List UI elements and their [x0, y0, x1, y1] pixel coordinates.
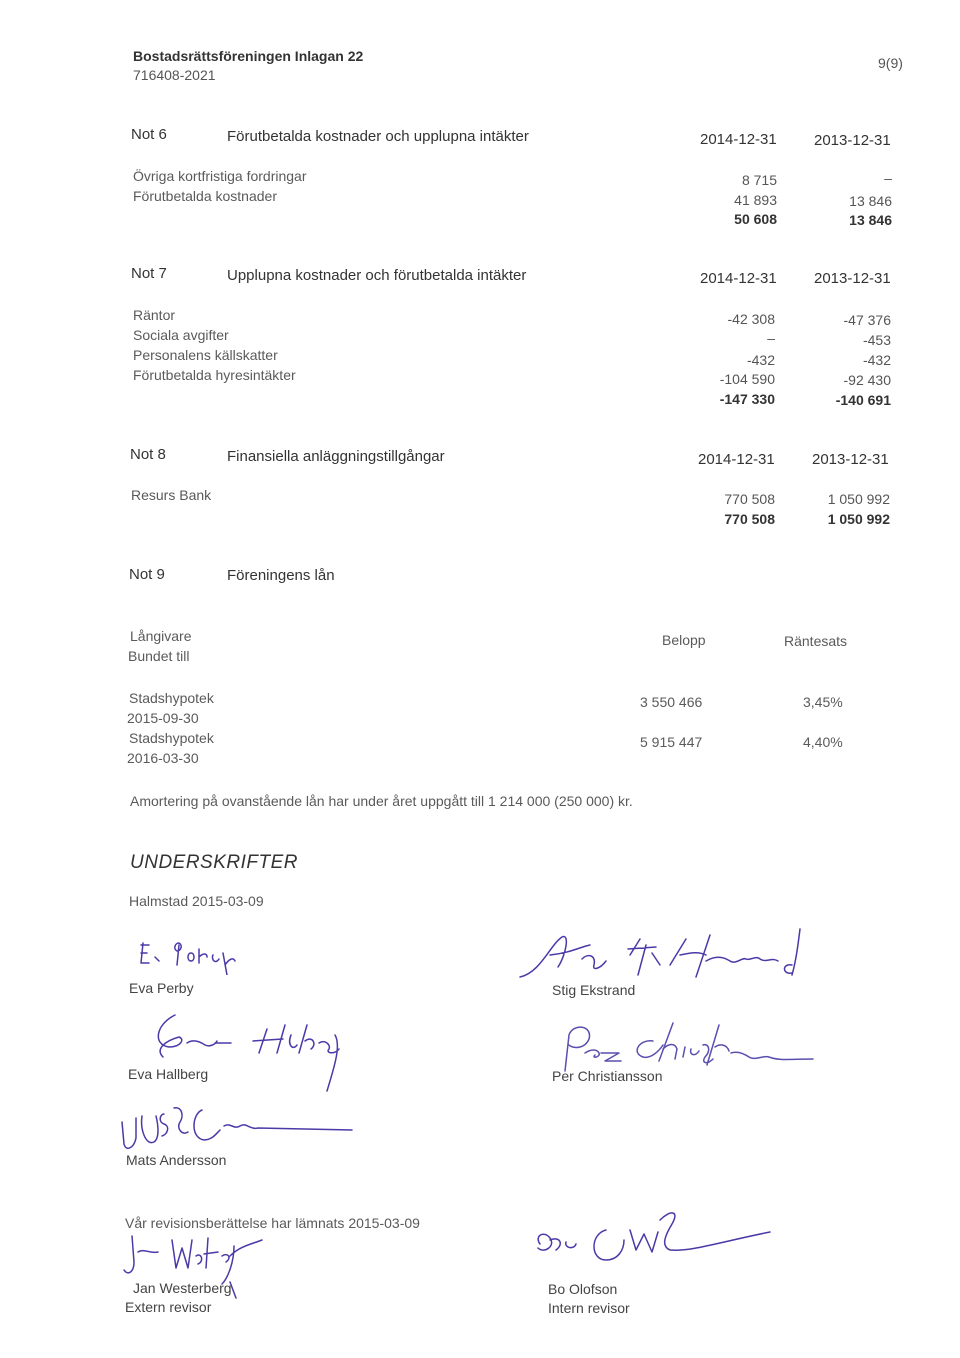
note-6-col2-header: 2013-12-31	[814, 132, 891, 149]
note-7-col2-header: 2013-12-31	[814, 270, 891, 287]
note-6-row-label: Förutbetalda kostnader	[133, 188, 277, 204]
note-6-title: Förutbetalda kostnader och upplupna intäkter	[227, 128, 529, 145]
note-7-row-value-2014: -104 590	[719, 371, 775, 387]
note-7-title: Upplupna kostnader och förutbetalda intäkter	[227, 267, 527, 284]
place-date: Halmstad 2015-03-09	[129, 893, 264, 909]
signature-bo-olofson	[520, 1200, 780, 1280]
note-6-total-2013: 13 846	[849, 212, 892, 228]
note-7-row-value-2014: -432	[746, 352, 775, 368]
signer-name: Stig Ekstrand	[552, 982, 636, 998]
loan-fixed-date: 2016-03-30	[127, 750, 199, 766]
note-6-row-label: Övriga kortfristiga fordringar	[133, 168, 307, 184]
amortization-text: Amortering på ovanstående lån har under året uppgått till 1 214 000 (250 000) kr.	[130, 793, 633, 809]
note-7-total-2014: -147 330	[719, 391, 775, 407]
note-7-row-value-2014: –	[767, 330, 775, 346]
note-8-row-value-2014: 770 508	[724, 491, 775, 507]
note-8-col2-header: 2013-12-31	[812, 451, 889, 468]
auditor-name: Bo Olofson	[548, 1281, 618, 1297]
note-7-total-2013: -140 691	[835, 392, 891, 408]
loan-fixed-date: 2015-09-30	[127, 710, 199, 726]
note-8-total-2014: 770 508	[724, 511, 775, 527]
loan-amount: 3 550 466	[640, 694, 703, 710]
note-8-label: Not 8	[130, 446, 166, 463]
note-8-row-label: Resurs Bank	[131, 487, 212, 503]
note-6-col1-header: 2014-12-31	[700, 131, 777, 148]
page-number: 9(9)	[878, 55, 903, 71]
loan-amount-header: Belopp	[662, 632, 706, 648]
note-9-label: Not 9	[129, 566, 165, 583]
loan-lender-header: Långivare	[130, 628, 192, 644]
note-7-row-label: Sociala avgifter	[133, 327, 229, 343]
note-7-row-value-2014: -42 308	[727, 311, 775, 327]
signature-eva-hallberg	[135, 1005, 355, 1100]
auditor-role: Intern revisor	[548, 1300, 630, 1316]
loan-fixed-header: Bundet till	[128, 648, 190, 664]
note-7-row-label: Personalens källskatter	[133, 347, 278, 363]
loan-lender: Stadshypotek	[129, 730, 214, 746]
note-6-row-value-2014: 8 715	[741, 172, 777, 188]
note-7-row-label: Förutbetalda hyresintäkter	[133, 367, 296, 383]
note-7-row-value-2013: -432	[862, 352, 891, 368]
signature-eva-perby	[135, 935, 245, 975]
note-6-label: Not 6	[131, 126, 167, 143]
note-8-total-2013: 1 050 992	[827, 511, 890, 527]
note-6-total-2014: 50 608	[734, 211, 777, 227]
signer-name: Mats Andersson	[126, 1152, 227, 1168]
auditor-name: Jan Westerberg	[133, 1280, 232, 1296]
signer-name: Eva Hallberg	[128, 1066, 209, 1082]
note-7-row-label: Räntor	[133, 307, 176, 323]
loan-rate: 3,45%	[803, 694, 843, 710]
note-8-row-value-2013: 1 050 992	[827, 491, 890, 507]
loan-rate: 4,40%	[803, 734, 843, 750]
auditor-role: Extern revisor	[125, 1299, 212, 1315]
loan-lender: Stadshypotek	[129, 690, 214, 706]
note-7-col1-header: 2014-12-31	[700, 270, 777, 287]
note-6-row-value-2013: –	[884, 170, 892, 186]
signature-mats-andersson	[112, 1100, 362, 1160]
signer-name: Per Christiansson	[552, 1068, 663, 1084]
note-7-row-value-2013: -47 376	[843, 312, 891, 328]
note-7-row-value-2013: -92 430	[843, 372, 891, 388]
organization-name: Bostadsrättsföreningen Inlagan 22	[133, 48, 364, 64]
signatures-heading: UNDERSKRIFTER	[130, 852, 299, 873]
loan-rate-header: Räntesats	[784, 633, 848, 649]
note-9-title: Föreningens lån	[227, 567, 335, 584]
note-7-row-value-2013: -453	[862, 332, 891, 348]
note-6-row-value-2013: 13 846	[849, 193, 892, 209]
note-7-label: Not 7	[131, 265, 167, 282]
loan-amount: 5 915 447	[640, 734, 703, 750]
note-6-row-value-2014: 41 893	[734, 192, 777, 208]
note-8-title: Finansiella anläggningstillgångar	[227, 448, 445, 465]
signer-name: Eva Perby	[129, 980, 194, 996]
audit-statement: Vår revisionsberättelse har lämnats 2015-03-09	[125, 1215, 420, 1231]
note-8-col1-header: 2014-12-31	[698, 451, 775, 468]
organization-number: 716408-2021	[133, 67, 216, 83]
